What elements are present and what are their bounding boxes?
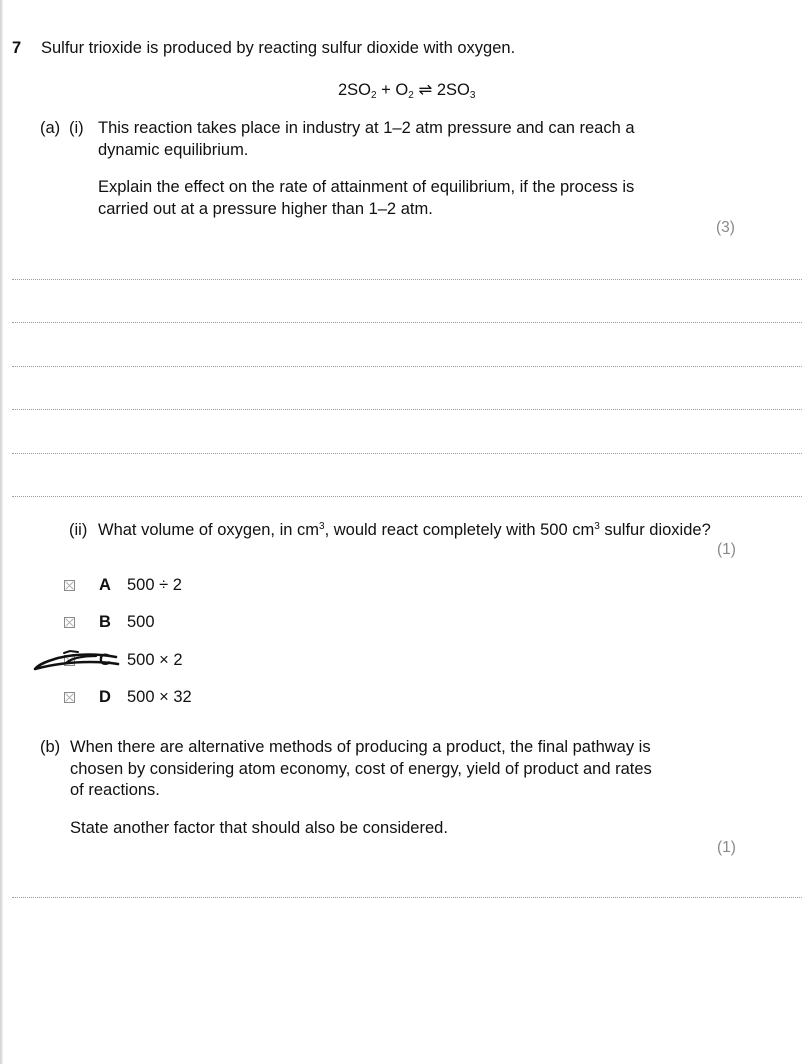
part-a-ii-label: (ii) xyxy=(69,521,88,539)
part-a-i-text-line2: dynamic equilibrium. xyxy=(98,141,249,159)
option-b-letter: B xyxy=(99,613,111,631)
option-a-checkbox[interactable] xyxy=(64,580,75,591)
eq-arrow: ⇌ xyxy=(418,81,433,99)
option-b-text: 500 xyxy=(127,613,155,631)
q-text-middle: , would react completely with 500 cm xyxy=(324,521,595,539)
answer-line[interactable] xyxy=(12,322,802,323)
answer-line[interactable] xyxy=(12,279,802,280)
part-a-ii-marks: (1) xyxy=(717,541,736,558)
eq-rhs-sub: 3 xyxy=(469,90,476,101)
part-a-i-marks: (3) xyxy=(716,219,735,236)
part-a-i-label: (i) xyxy=(69,119,84,137)
part-b-marks: (1) xyxy=(717,839,736,856)
q-text-before: What volume of oxygen, in cm xyxy=(98,521,320,539)
part-a-label: (a) xyxy=(40,119,61,137)
part-a-i-text-line4: carried out at a pressure higher than 1–2 atm. xyxy=(98,200,433,218)
part-a-i-text-line3: Explain the effect on the rate of attainment of equilibrium, if the process is xyxy=(98,178,635,196)
q-sup-1: 3 xyxy=(319,521,325,532)
option-b-checkbox[interactable] xyxy=(64,617,75,628)
part-b-text-line4: State another factor that should also be considered. xyxy=(70,819,448,837)
part-b-text-line3: of reactions. xyxy=(70,781,160,799)
answer-line[interactable] xyxy=(12,897,802,898)
part-b-text-line1: When there are alternative methods of producing a product, the final pathway is xyxy=(70,738,651,756)
answer-line[interactable] xyxy=(12,409,802,410)
q-sup-2: 3 xyxy=(594,521,600,532)
option-a-text: 500 ÷ 2 xyxy=(127,576,182,594)
q-text-after: sulfur dioxide? xyxy=(599,521,711,539)
option-d-letter: D xyxy=(99,688,111,706)
answer-line[interactable] xyxy=(12,453,802,454)
eq-lhs1-sub: 2 xyxy=(371,90,377,101)
part-b-label: (b) xyxy=(40,738,61,756)
eq-rhs: 2SO xyxy=(436,81,470,99)
part-b-text-line2: chosen by considering atom economy, cost of energy, yield of product and rates xyxy=(70,760,652,778)
option-d-text: 500 × 32 xyxy=(127,688,192,706)
option-c-text: 500 × 2 xyxy=(127,651,183,669)
answer-line[interactable] xyxy=(12,366,802,367)
question-stem: Sulfur trioxide is produced by reacting sulfur dioxide with oxygen. xyxy=(41,39,516,57)
part-a-ii-question xyxy=(98,519,711,541)
page-edge xyxy=(0,0,3,1064)
answer-line[interactable] xyxy=(12,496,802,497)
eq-plus-sub: 2 xyxy=(408,90,414,101)
option-c-letter: C xyxy=(99,651,111,669)
eq-lhs1: 2SO xyxy=(338,81,372,99)
chemical-equation xyxy=(338,80,475,101)
option-d-checkbox[interactable] xyxy=(64,692,75,703)
handwritten-pen-mark xyxy=(30,645,120,677)
eq-plus: + O xyxy=(376,81,409,99)
part-a-i-text-line1: This reaction takes place in industry at 1–2 atm pressure and can reach a xyxy=(98,119,635,137)
option-a-letter: A xyxy=(99,576,111,594)
question-number: 7 xyxy=(12,39,22,57)
